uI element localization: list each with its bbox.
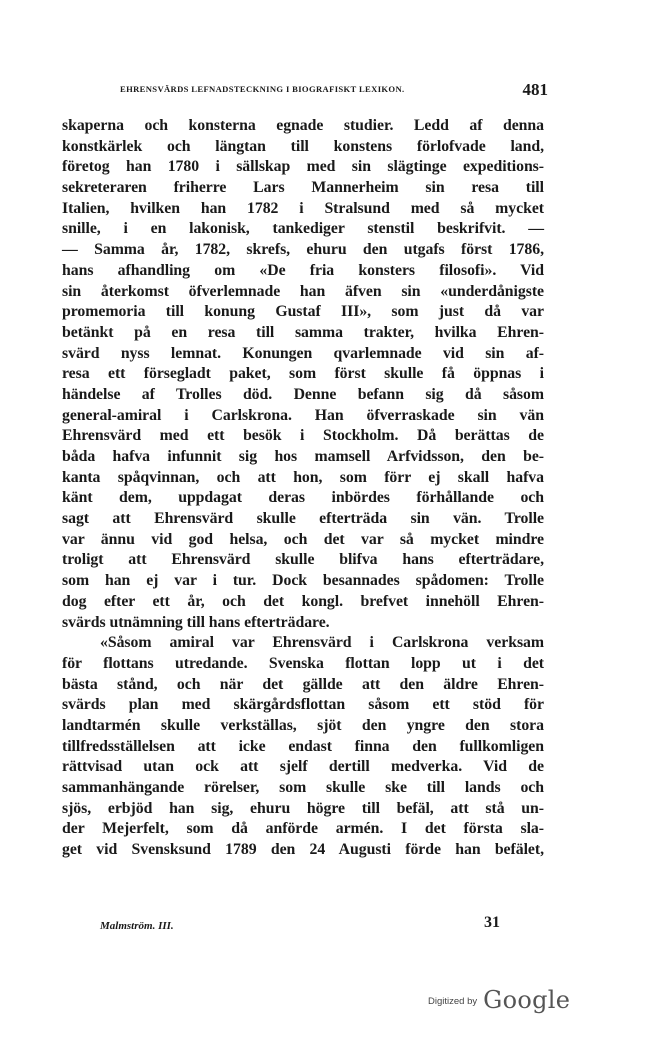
text-line: get vid Svensksund 1789 den 24 Augusti förde han befälet, [62, 841, 544, 859]
text-line: dog efter ett år, och det kongl. brefvet innehöll Ehren- [62, 592, 544, 610]
text-line: «Såsom amiral var Ehrensvärd i Carlskrona verksam [100, 634, 544, 652]
text-line: konstkärlek och längtan till konstens förlofvade land, [62, 137, 544, 155]
text-line: landtarmén skulle verkställas, sjöt den yngre den stora [62, 716, 544, 734]
text-line: tillfredsställelsen att icke endast finna den fullkomligen [62, 737, 544, 755]
text-line: bästa stånd, och när det gällde att den äldre Ehren- [62, 675, 544, 693]
text-line: der Mejerfelt, som då anförde armén. I det första sla- [62, 820, 544, 838]
text-line: rättvisad utan ock att sjelf dertill medverka. Vid de [62, 758, 544, 776]
text-line: sin återkomst öfverlemnade han äfven sin «underdånigste [62, 282, 544, 300]
text-line: företog han 1780 i sällskap med sin slägtinge expeditions- [62, 158, 544, 176]
signature-mark: Malmström. III. [100, 920, 174, 932]
text-line: sammanhängande rörelser, som skulle ske till lands och [62, 779, 544, 796]
digitized-watermark [428, 986, 570, 1020]
google-logo: Google [483, 986, 571, 1014]
text-line: sekreteraren friherre Lars Mannerheim sin resa till [62, 179, 544, 197]
text-line: svärd nyss lemnat. Konungen qvarlemnade vid sin af- [62, 344, 544, 362]
page-number: 481 [522, 80, 548, 99]
text-line: — Samma år, 1782, skrefs, ehuru den utgafs först 1786, [62, 241, 544, 259]
text-line: general-amiral i Carlskrona. Han öfverraskade sin vän [62, 406, 544, 424]
text-line: hans afhandling om «De fria konsters filosofi». Vid [62, 261, 544, 279]
text-line: svärds plan med skärgårdsflottan såsom ett stöd för [62, 696, 544, 714]
text-line: sjös, erbjöd han sig, ehuru högre till befäl, att stå un- [62, 799, 544, 817]
page-header [120, 80, 548, 100]
text-line: som han ej var i tur. Dock besannades spådomen: Trolle [62, 572, 544, 590]
text-line: händelse af Trolles död. Denne befann sig då såsom [62, 385, 544, 403]
text-line: troligt att Ehrensvärd skulle blifva hans efterträdare, [62, 551, 544, 569]
text-line: kanta spåqvinnan, och att hon, som förr ej skall hafva [62, 468, 544, 486]
body-text [62, 116, 544, 861]
digitized-prefix: Digitized by [428, 996, 478, 1007]
text-line: snille, i en lakonisk, tankediger stenstil beskrifvit. — [62, 220, 544, 238]
text-line: resa ett försegladt paket, som först skulle få öppnas i [62, 365, 544, 383]
signature-number: 31 [484, 914, 500, 931]
text-line: svärds utnämning till hans efterträdare. [62, 613, 330, 631]
text-line: för flottans utredande. Svenska flottan lopp ut i det [62, 654, 544, 672]
text-line: känt dem, uppdagat deras inbördes förhållande och [62, 489, 544, 507]
text-line: sagt att Ehrensvärd skulle efterträda sin vän. Trolle [62, 510, 544, 528]
text-line: promemoria till konung Gustaf III», som just då var [62, 303, 544, 321]
text-line: Ehrensvärd med ett besök i Stockholm. Då berättas de [62, 427, 544, 445]
page-footer [100, 914, 500, 936]
text-line: var ännu vid god helsa, och det var så mycket mindre [62, 530, 544, 548]
text-line: Italien, hvilken han 1782 i Stralsund med så mycket [62, 199, 544, 217]
text-line: skaperna och konsterna egnade studier. Ledd af denna [62, 117, 544, 134]
text-line: betänkt på en resa till samma trakter, hvilka Ehren- [62, 323, 544, 341]
running-head: EHRENSVÄRDS LEFNADSTECKNING I BIOGRAFISKT LEXIKON. [120, 84, 405, 94]
text-line: båda hafva infunnit sig hos mamsell Arfvidsson, den be- [62, 448, 544, 465]
